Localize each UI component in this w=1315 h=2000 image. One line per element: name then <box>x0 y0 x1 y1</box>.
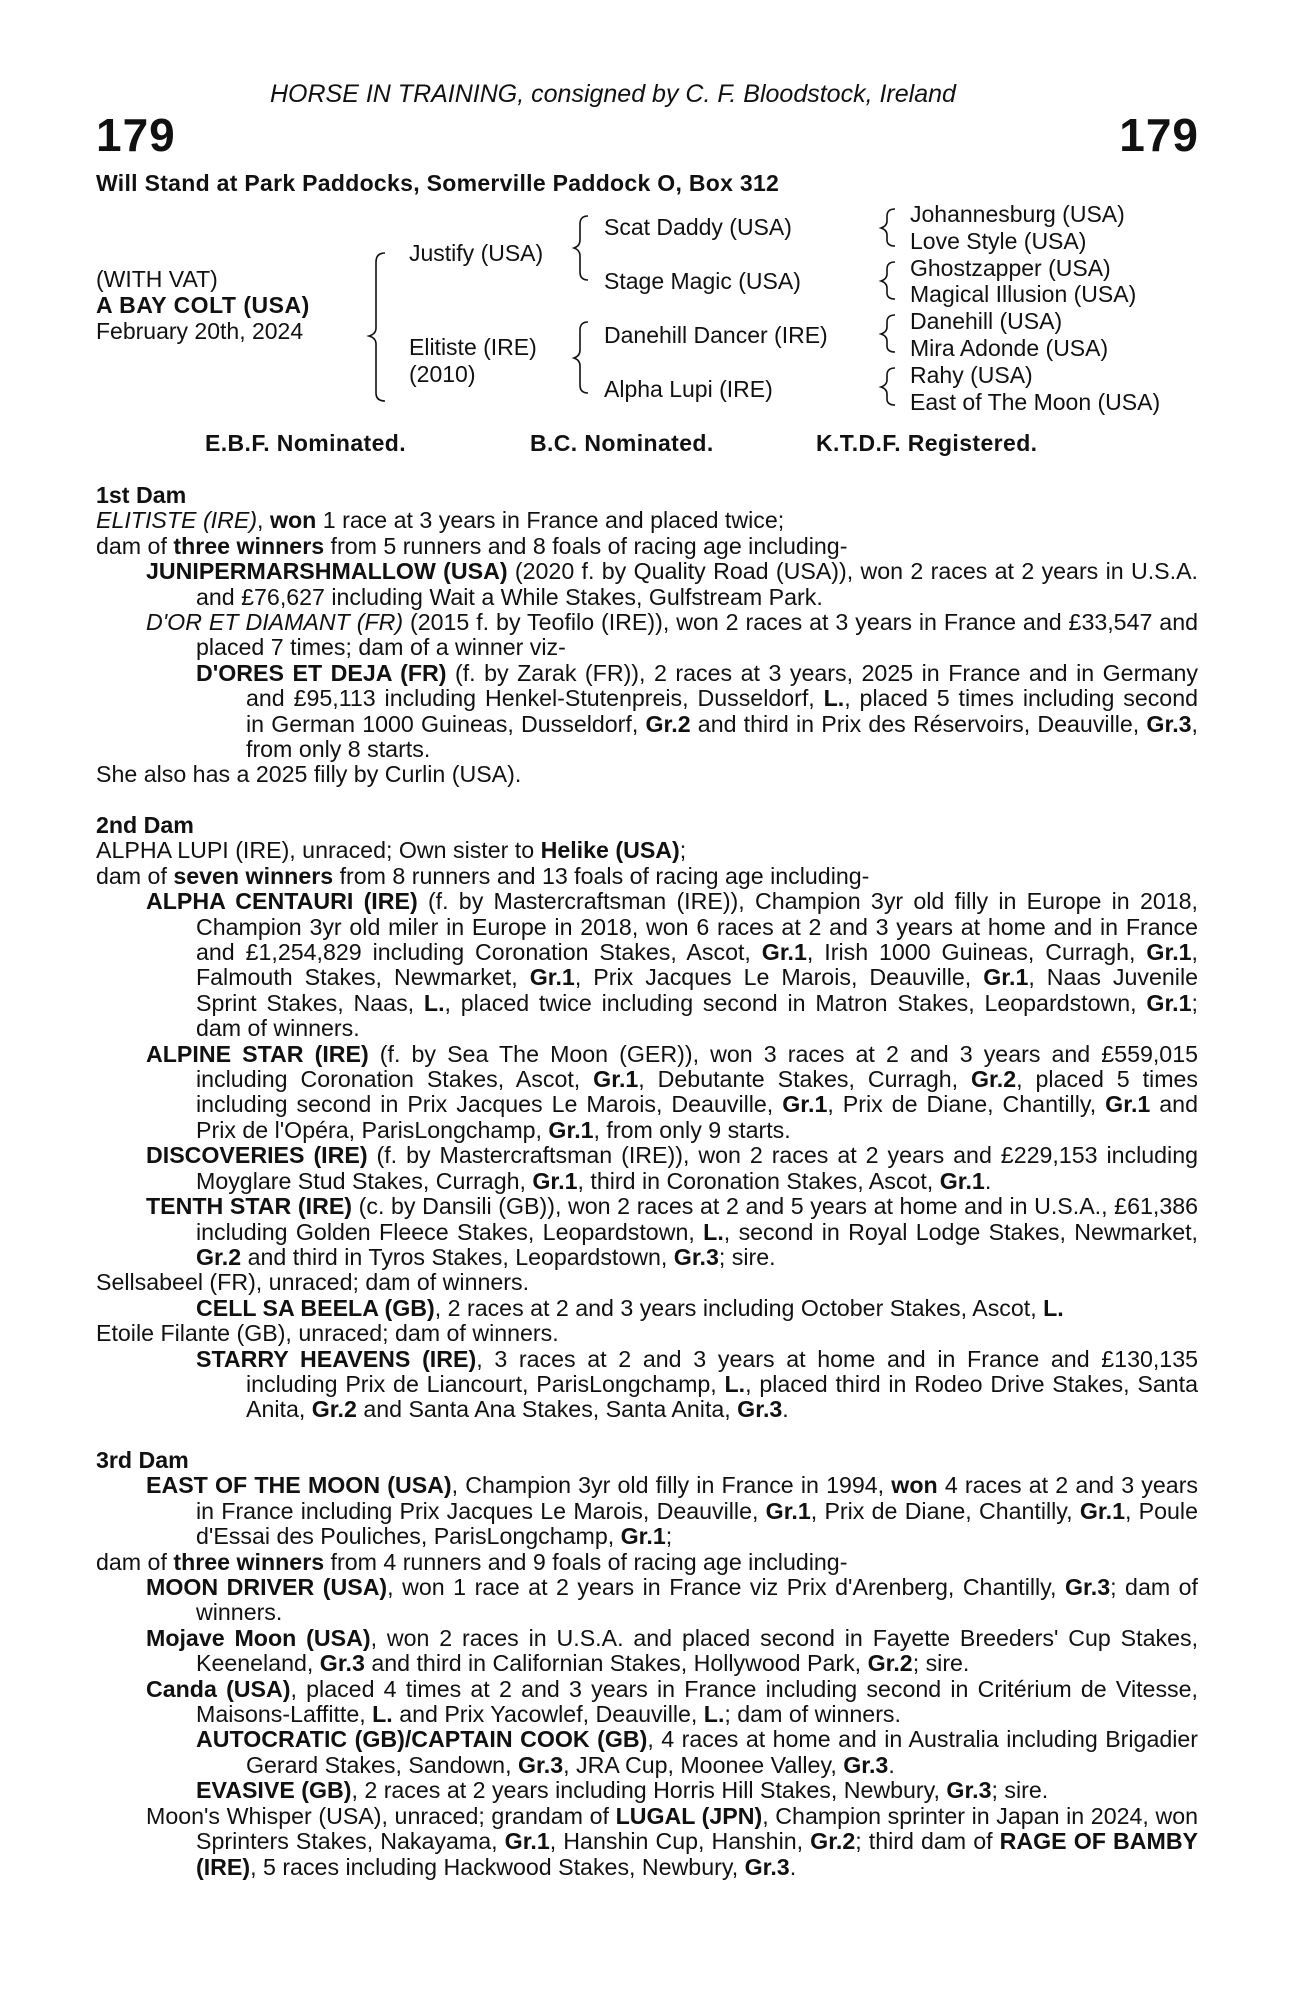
produce-name: RAGE OF BAMBY (IRE) <box>196 1828 1199 1880</box>
pedigree-sire: Justify (USA) <box>409 240 544 266</box>
pedigree-dam-year: (2010) <box>409 361 476 387</box>
pedigree-sss: Johannesburg (USA) <box>910 201 1125 227</box>
second-dam-line: ALPHA LUPI (IRE), unraced; Own sister to Helike (USA); <box>96 837 687 864</box>
produce-name: ALPINE STAR (IRE) <box>146 1040 369 1067</box>
pedigree-dam-dam: Alpha Lupi (IRE) <box>604 376 773 402</box>
first-dam-section <box>96 483 1198 788</box>
produce-entry: JUNIPERMARSHMALLOW (USA) (2020 f. by Quality Road (USA)), won 2 races at 2 years in U.S.A. and £76,627 including Wait a While Stakes, Gulfstream Park. <box>146 558 1198 610</box>
ebf-nomination: E.B.F. Nominated. <box>205 430 407 456</box>
pedigree-dsd: Mira Adonde (USA) <box>910 335 1109 361</box>
vat-note: (WITH VAT) <box>96 266 218 292</box>
pedigree-dss: Danehill (USA) <box>910 308 1063 334</box>
first-dam-line: ELITISTE (IRE), won 1 race at 3 years in France and placed twice; <box>96 507 785 534</box>
produce-entry: ALPHA CENTAURI (IRE) (f. by Mastercraftsman (IRE)), Champion 3yr old filly in Europe in 2018, Champion 3yr old miler in Europe in 2018, won 6 races at 2 and 3 years at home and in France and £1,254,829 including Coronation Stakes, Ascot, Gr.1, Irish 1000 Guineas, Curragh, Gr.1, Falmouth Stakes, Newmarket, Gr.1, Prix Jacques Le Marois, Deauville, Gr.1, Naas Juvenile Sprint Stakes, Naas, L., placed twice including second in Matron Stakes, Leopardstown, Gr.1; dam of winners. <box>146 888 1198 1042</box>
pedigree-sire-sire: Scat Daddy (USA) <box>604 214 792 240</box>
produce-name: CELL SA BEELA (GB) <box>196 1294 435 1321</box>
first-dam-produce-line: dam of three winners from 5 runners and 8 foals of racing age including- <box>96 532 848 559</box>
pedigree-dam: Elitiste (IRE) <box>409 334 537 360</box>
lot-number-left: 179 <box>96 109 176 161</box>
produce-entry: Canda (USA), placed 4 times at 2 and 3 years in France including second in Critérium de Vitesse, Maisons-Laffitte, L. and Prix Yacowlef, Deauville, L.; dam of winners. <box>146 1675 1198 1728</box>
horse-name: A BAY COLT (USA) <box>96 292 310 318</box>
third-dam-line: EAST OF THE MOON (USA), Champion 3yr old filly in France in 1994, won 4 races at 2 and 3 years in France including Prix Jacques Le Marois, Deauville, Gr.1, Prix de Diane, Chantilly, Gr.1, Poule d'Essai des Pouliches, ParisLongchamp, Gr.1; <box>146 1472 1199 1550</box>
produce-entry: AUTOCRATIC (GB)/CAPTAIN COOK (GB), 4 races at home and in Australia including Brigadier Gerard Stakes, Sandown, Gr.3, JRA Cup, Moonee Valley, Gr.3. <box>196 1726 1199 1778</box>
produce-entry: D'ORES ET DEJA (FR) (f. by Zarak (FR)), 2 races at 3 years, 2025 in France and in Germany and £95,113 including Henkel-Stutenpreis, Dusseldorf, L., placed 5 times including second in German 1000 Guineas, Dusseldorf, Gr.2 and third in Prix des Réservoirs, Deauville, Gr.3, from only 8 starts. <box>196 659 1198 763</box>
first-dam-also: She also has a 2025 filly by Curlin (USA). <box>96 761 522 788</box>
produce-name: EVASIVE (GB) <box>196 1777 352 1804</box>
produce-name: D'ORES ET DEJA (FR) <box>196 659 447 686</box>
produce-name: TENTH STAR (IRE) <box>146 1193 353 1220</box>
pedigree-dam-sire: Danehill Dancer (IRE) <box>604 322 828 348</box>
second-dam-heading: 2nd Dam <box>96 812 194 838</box>
pedigree-ddd: East of The Moon (USA) <box>910 389 1161 415</box>
produce-entry: Mojave Moon (USA), won 2 races in U.S.A. and placed second in Fayette Breeders' Cup Stakes, Keeneland, Gr.3 and third in Californian Stakes, Hollywood Park, Gr.2; sire. <box>146 1624 1199 1677</box>
ktdf-registration: K.T.D.F. Registered. <box>816 430 1038 456</box>
produce-name: Mojave Moon (USA) <box>146 1624 371 1651</box>
pedigree-ssd: Love Style (USA) <box>910 228 1087 254</box>
produce-entry: EVASIVE (GB), 2 races at 2 years including Horris Hill Stakes, Newbury, Gr.3; sire. <box>196 1777 1049 1804</box>
produce-entry: CELL SA BEELA (GB), 2 races at 2 and 3 years including October Stakes, Ascot, L. <box>196 1294 1064 1321</box>
stand-location: Will Stand at Park Paddocks, Somerville Paddock O, Box 312 <box>96 170 780 196</box>
bc-nomination: B.C. Nominated. <box>530 430 714 456</box>
second-dam-produce-line: dam of seven winners from 8 runners and 13 foals of racing age including- <box>96 862 870 889</box>
produce-name: DISCOVERIES (IRE) <box>146 1142 368 1169</box>
horse-dob: February 20th, 2024 <box>96 318 304 344</box>
produce-name: MOON DRIVER (USA) <box>146 1574 388 1601</box>
produce-entry: STARRY HEAVENS (IRE), 3 races at 2 and 3 years at home and in France and £130,135 including Prix de Liancourt, ParisLongchamp, L., placed third in Rodeo Drive Stakes, Santa Anita, Gr.2 and Santa Ana Stakes, Santa Anita, Gr.3. <box>196 1345 1198 1423</box>
third-dam-produce-line: dam of three winners from 4 runners and 9 foals of racing age including- <box>96 1548 848 1575</box>
produce-name: D'OR ET DIAMANT (FR) <box>146 609 404 636</box>
lot-number-right: 179 <box>1119 109 1199 161</box>
produce-entry: ALPINE STAR (IRE) (f. by Sea The Moon (GER)), won 3 races at 2 and 3 years and £559,015 including Coronation Stakes, Ascot, Gr.1, Debutante Stakes, Curragh, Gr.2, placed 5 times including second in Prix Jacques Le Marois, Deauville, Gr.1, Prix de Diane, Chantilly, Gr.1 and Prix de l'Opéra, ParisLongchamp, Gr.1, from only 9 starts. <box>146 1040 1198 1143</box>
produce-name: STARRY HEAVENS (IRE) <box>196 1345 477 1372</box>
pedigree-dds: Rahy (USA) <box>910 362 1033 388</box>
first-dam-heading: 1st Dam <box>96 482 187 508</box>
produce-entry: MOON DRIVER (USA), won 1 race at 2 years in France viz Prix d'Arenberg, Chantilly, Gr.3; dam of winners. <box>146 1574 1198 1626</box>
produce-name: JUNIPERMARSHMALLOW (USA) <box>146 558 508 585</box>
second-dam-section <box>96 813 1198 1423</box>
produce-name: LUGAL (JPN) <box>615 1802 763 1829</box>
produce-entry: D'OR ET DIAMANT (FR) (2015 f. by Teofilo (IRE)), won 2 races at 3 years in France and £33,547 and placed 7 times; dam of a winner viz- <box>146 609 1198 661</box>
produce-entry: DISCOVERIES (IRE) (f. by Mastercraftsman (IRE)), won 2 races at 2 years and £229,153 including Moyglare Stud Stakes, Curragh, Gr.1, third in Coronation Stakes, Ascot, Gr.1. <box>146 1142 1198 1194</box>
pedigree-sds: Ghostzapper (USA) <box>910 255 1111 281</box>
pedigree-sire-dam: Stage Magic (USA) <box>604 268 801 294</box>
produce-entry: Etoile Filante (GB), unraced; dam of winners. <box>96 1320 559 1347</box>
produce-name: Canda (USA) <box>146 1675 291 1702</box>
pedigree-sdd: Magical Illusion (USA) <box>910 281 1137 307</box>
third-dam-section <box>96 1448 1198 1880</box>
third-dam-heading: 3rd Dam <box>96 1447 189 1473</box>
produce-entry: Moon's Whisper (USA), unraced; grandam of LUGAL (JPN), Champion sprinter in Japan in 2024, won Sprinters Stakes, Nakayama, Gr.1, Hanshin Cup, Hanshin, Gr.2; third dam of RAGE OF BAMBY (IRE), 5 races including Hackwood Stakes, Newbury, Gr.3. <box>146 1802 1199 1880</box>
third-dam-name: EAST OF THE MOON (USA) <box>146 1472 452 1499</box>
produce-name: AUTOCRATIC (GB)/CAPTAIN COOK (GB) <box>196 1726 648 1753</box>
consignment-line: HORSE IN TRAINING, consigned by C. F. Bloodstock, Ireland <box>270 80 956 108</box>
produce-name: ALPHA CENTAURI (IRE) <box>146 888 418 915</box>
first-dam-name: ELITISTE (IRE) <box>96 507 258 534</box>
produce-entry: Sellsabeel (FR), unraced; dam of winners. <box>96 1269 530 1296</box>
produce-entry: TENTH STAR (IRE) (c. by Dansili (GB)), won 2 races at 2 and 5 years at home and in U.S.A., £61,386 including Golden Fleece Stakes, Leopardstown, L., second in Royal Lodge Stakes, Newmarket, Gr.2 and third in Tyros Stakes, Leopardstown, Gr.3; sire. <box>146 1193 1198 1270</box>
